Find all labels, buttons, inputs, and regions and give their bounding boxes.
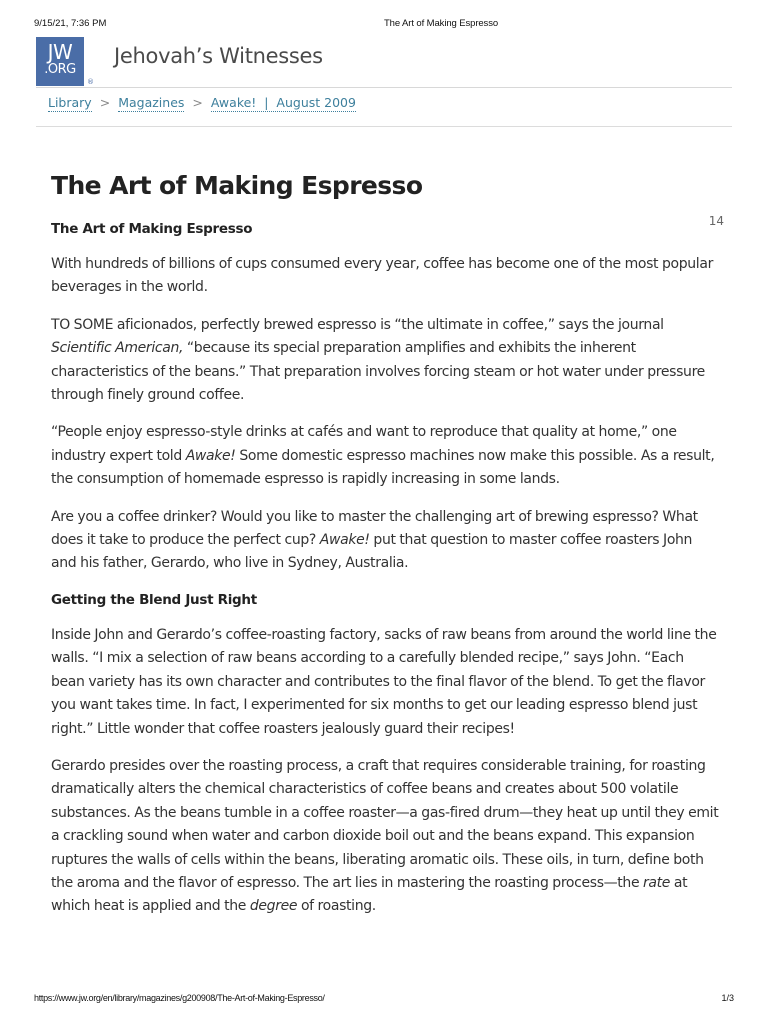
italic-citation: Awake! xyxy=(319,532,370,549)
print-datetime: 9/15/21, 7:36 PM xyxy=(34,18,107,29)
paragraph-text: Gerardo presides over the roasting process, a craft that requires considerable training, for roasting dramatically alters the chemical characteristics of coffee beans and creates about 500 volatile substances. As the beans tumble in a coffee roaster—a gas-fired drum—they heat up until they emit a crackling sound when water and carbon dioxide boil out and the beans expand. This expansion ruptures the walls of cells within the beans, liberating aromatic oils. These oils, in turn, define both the aroma and the flavor of espresso. The art lies in mastering the roasting process—the xyxy=(51,757,719,891)
breadcrumb xyxy=(48,95,356,110)
article-subtitle-row xyxy=(51,214,724,240)
breadcrumb-separator-icon: > xyxy=(192,95,203,110)
section-heading: Getting the Blend Just Right xyxy=(51,591,257,608)
breadcrumb-magazines[interactable]: Magazines xyxy=(118,95,185,110)
site-header xyxy=(36,37,732,88)
site-name[interactable]: Jehovah’s Witnesses xyxy=(114,44,323,68)
breadcrumb-library[interactable]: Library xyxy=(48,95,92,110)
registered-trademark-icon: ® xyxy=(87,78,94,86)
paragraph-text: “People enjoy espresso-style drinks at cafés and want to reproduce that quality at home,” one industry expert told xyxy=(51,424,677,464)
jw-org-logo[interactable] xyxy=(36,37,84,86)
paragraph xyxy=(51,421,721,491)
paragraph xyxy=(51,506,721,576)
page-indicator: 1/3 xyxy=(721,993,734,1003)
logo-line-org: .ORG xyxy=(44,62,76,77)
italic-emphasis: degree xyxy=(249,898,298,915)
paragraph-text: of roasting. xyxy=(297,898,376,915)
breadcrumb-awake-issue[interactable]: Awake! | August 2009 xyxy=(210,95,356,110)
page-number: 14 xyxy=(708,214,724,228)
paragraph-text: TO SOME aficionados, perfectly brewed espresso is “the ultimate in coffee,” says the journal xyxy=(51,316,664,333)
italic-citation: Awake! xyxy=(185,447,236,464)
article xyxy=(51,168,724,933)
paragraph-text: at which heat is applied and the xyxy=(51,874,688,915)
paragraph-text: Are you a coffee drinker? Would you like to master the challenging art of brewing espresso? What does it take to produce the perfect cup? xyxy=(51,508,698,549)
divider xyxy=(36,126,732,127)
paragraph: Inside John and Gerardo’s coffee-roasting factory, sacks of raw beans from around the world line the walls. “I mix a selection of raw beans according to a carefully blended recipe,” says John. “Each bean variety has its own character and contributes to the final flavor of the blend. To get the flavor you want takes time. In fact, I experimented for six months to get our leading espresso blend just right.” Little wonder that coffee roasters jealously guard their recipes! xyxy=(51,626,717,737)
paragraph xyxy=(51,755,721,919)
paragraph xyxy=(51,314,721,408)
italic-citation: Scientific American, xyxy=(51,340,184,357)
article-subtitle: The Art of Making Espresso xyxy=(51,221,253,237)
italic-emphasis: rate xyxy=(643,874,671,891)
print-document-title: The Art of Making Espresso xyxy=(383,18,499,29)
article-title: The Art of Making Espresso xyxy=(51,171,423,200)
paragraph-text: “because its special preparation amplifies and exhibits the inherent characteristics of the beans.” That preparation involves forcing steam or hot water under pressure through finely ground coffee. xyxy=(51,340,705,404)
page-url: https://www.jw.org/en/library/magazines/g200908/The-Art-of-Making-Espresso/ xyxy=(34,993,325,1003)
paragraph-text: Some domestic espresso machines now make this possible. As a result, the consumption of homemade espresso is rapidly increasing in some lands. xyxy=(51,447,715,488)
paragraph-text: put that question to master coffee roasters John and his father, Gerardo, who live in Sydney, Australia. xyxy=(51,532,693,572)
logo-line-jw: JW xyxy=(47,40,73,64)
print-header xyxy=(0,18,768,32)
breadcrumb-separator-icon: > xyxy=(99,95,111,110)
paragraph: With hundreds of billions of cups consumed every year, coffee has become one of the most popular beverages in the world. xyxy=(51,256,713,296)
